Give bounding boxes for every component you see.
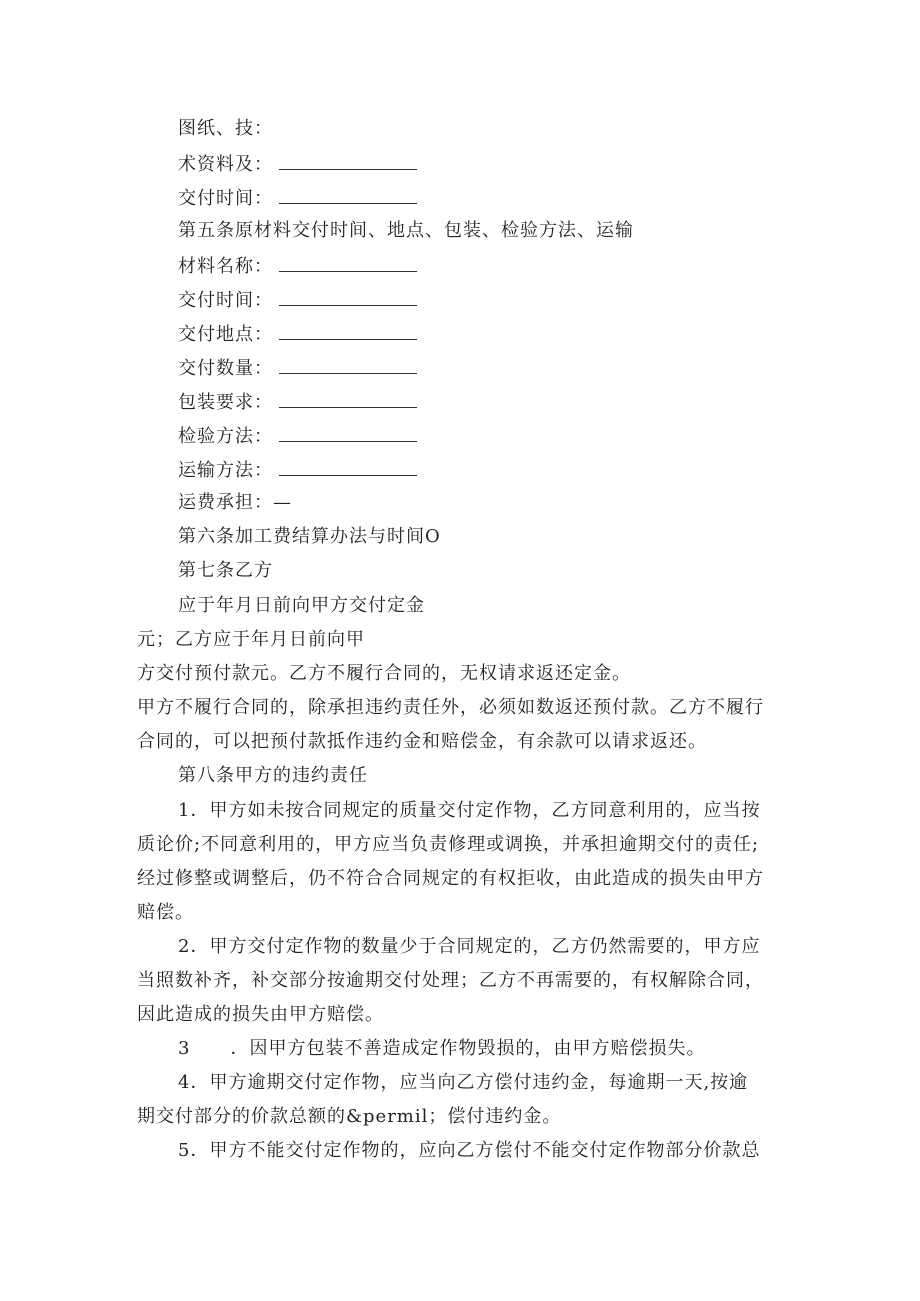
field-delivery-quantity [178,355,417,381]
article7-line: 甲方不履行合同的，除承担违约责任外，必须如数返还预付款。乙方不履行 [137,697,764,718]
article7-line: 合同的，可以把预付款抵作违约金和赔偿金，有余款可以请求返还。 [137,731,707,752]
article7-line: 方交付预付款元。乙方不履行合同的，无权请求返还定金。 [137,663,631,684]
item1-line: 质论价;不同意利用的，甲方应当负责修理或调换，并承担逾期交付的责任; [137,834,760,855]
article5-title: 第五条原材料交付时间、地点、包装、检验方法、运输 [178,220,634,241]
item2-line: 因此造成的损失由甲方赔偿。 [137,1004,384,1025]
field-label: 交付数量： [178,358,273,379]
item1-line: 经过修整或调整后，仍不符合合同规定的有权拒收，由此造成的损失由甲方 [137,868,764,889]
fill-blank[interactable] [279,253,417,272]
item2-line: 2．甲方交付定作物的数量少于合同规定的，乙方仍然需要的，甲方应 [178,936,761,957]
fill-blank[interactable] [279,185,417,204]
article6: 第六条加工费结算办法与时间O [178,526,441,547]
fill-blank[interactable] [279,151,417,170]
item4-line: 期交付部分的价款总额的&permil；偿付违约金。 [137,1106,562,1127]
field-label: 运输方法： [178,460,273,481]
article7-line: 应于年月日前向甲方交付定金 [178,595,425,616]
field-label: 包装要求： [178,392,273,413]
article8-title: 第八条甲方的违约责任 [178,765,368,786]
field-label: 交付时间： [178,290,273,311]
article7-title: 第七条乙方 [178,560,273,581]
fill-blank[interactable] [279,389,417,408]
freight-line: 运费承担：— [178,492,292,513]
field-delivery-place [178,321,417,347]
item1-line: 1．甲方如未按合同规定的质量交付定作物，乙方同意利用的，应当按 [178,800,761,821]
article7-line: 元；乙方应于年月日前向甲 [137,629,365,650]
item3-number: 3 [178,1038,191,1059]
fill-blank[interactable] [279,457,417,476]
fill-blank[interactable] [279,287,417,306]
field-label: 交付时间： [178,188,273,209]
item3-text: ．因甲方包装不善造成定作物毁损的，由甲方赔偿损失。 [230,1038,706,1059]
item2-line: 当照数补齐，补交部分按逾期交付处理；乙方不再需要的，有权解除合同， [137,970,764,991]
item5-line: 5．甲方不能交付定作物的，应向乙方偿付不能交付定作物部分价款总 [178,1140,761,1161]
item1-line: 赔偿。 [137,902,194,923]
item4-line: 4．甲方逾期交付定作物，应当向乙方偿付违约金，每逾期一天,按逾 [178,1072,749,1093]
item3-line [178,1037,705,1061]
field-tech-materials [178,151,417,177]
fill-blank[interactable] [279,321,417,340]
fill-blank[interactable] [279,423,417,442]
field-label: 交付地点： [178,324,273,345]
field-inspection [178,423,417,449]
field-label: 图纸、技： [178,118,273,139]
field-packaging [178,389,417,415]
field-transport [178,457,417,483]
field-delivery-time-a [178,185,417,211]
field-delivery-time-b [178,287,417,313]
field-label: 材料名称： [178,256,273,277]
fill-blank[interactable] [279,355,417,374]
field-material-name [178,253,417,279]
field-label: 检验方法： [178,426,273,447]
field-label: 术资料及： [178,154,273,175]
field-drawings-tech [178,117,273,141]
